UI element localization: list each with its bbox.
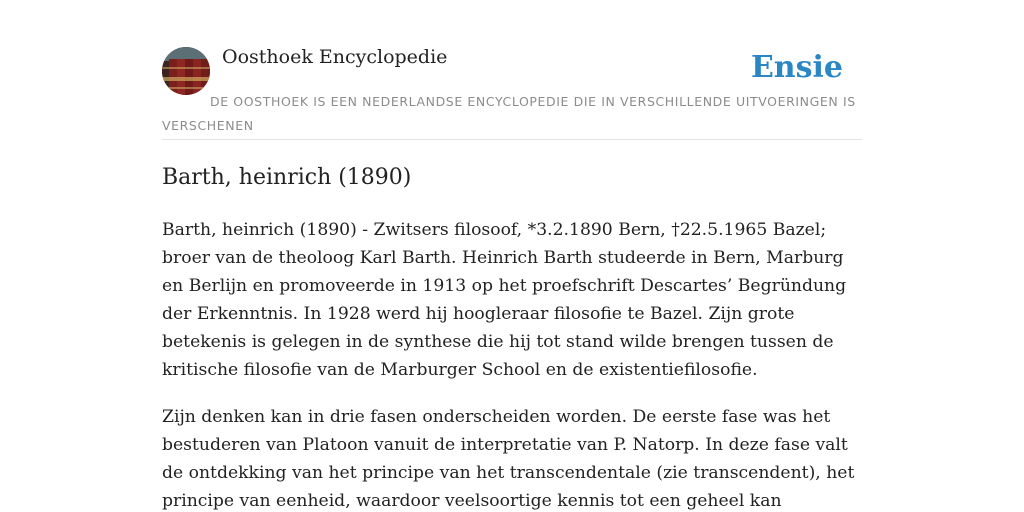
article-title: Barth, heinrich (1890)	[162, 165, 412, 190]
avatar[interactable]	[162, 47, 210, 95]
encyclopedia-books-icon	[162, 47, 210, 95]
site-name[interactable]: Oosthoek Encyclopedie	[222, 46, 448, 68]
header-divider	[162, 139, 862, 140]
article-paragraph-1: Barth, heinrich (1890) - Zwitsers filosoof, *3.2.1890 Bern, †22.5.1965 Bazel; broer van de theoloog Karl Barth. Heinrich Barth studeerde in Bern, Marburg en Berlijn en promoveerde in 1913 op het proefschrift Descartes’ Begründung der Erkenntnis. In 1928 werd hij hoogleraar filosofie te Bazel. Zijn grote betekenis is gelegen in de synthese die hij tot stand wilde brengen tussen de kritische filosofie van de Marburger School en de existentiefilosofie.	[162, 220, 847, 380]
site-tagline: DE OOSTHOEK IS EEN NEDERLANDSE ENCYCLOPEDIE DIE IN VERSCHILLENDE UITVOERINGEN IS VERSCHENEN	[162, 94, 856, 133]
brand-logo[interactable]: Ensie	[750, 50, 843, 85]
article-body	[162, 216, 862, 512]
article-paragraph-2: Zijn denken kan in drie fasen onderscheiden worden. De eerste fase was het bestuderen van Platoon vanuit de interpretatie van P. Natorp. In deze fase valt de ontdekking van het principe van het transcendentale (zie transcendent), het principe van eenheid, waardoor veelsoortige kennis tot een geheel kan	[162, 407, 855, 511]
